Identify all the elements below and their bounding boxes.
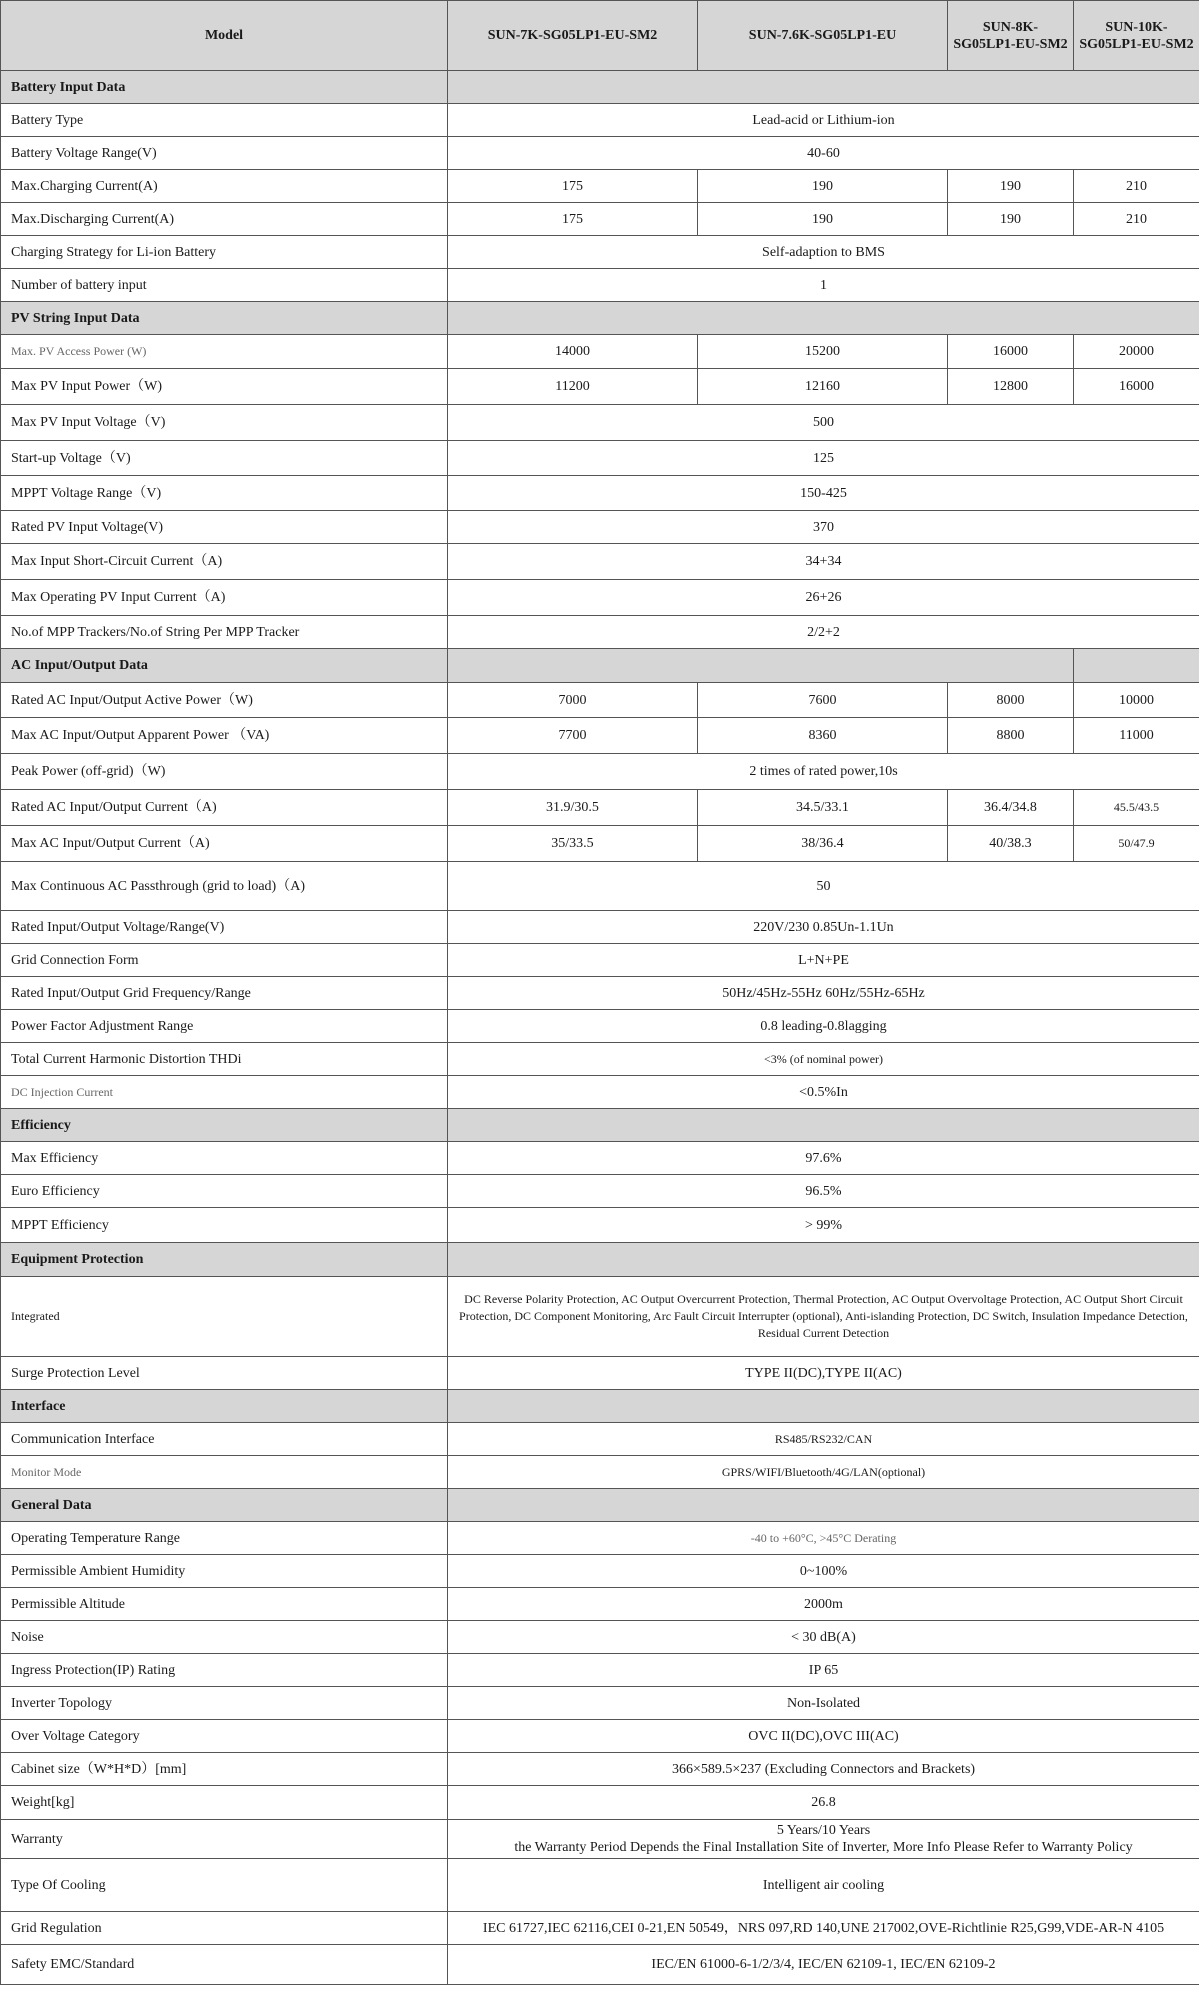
spec-row	[1, 1456, 1199, 1489]
spec-row	[1, 1820, 1199, 1859]
spec-label: MPPT Voltage Range（V)	[1, 476, 448, 511]
spec-value-model-2: 8360	[698, 718, 948, 754]
spec-label: Max PV Input Voltage（V)	[1, 405, 448, 441]
spec-value: <0.5%In	[448, 1076, 1199, 1109]
spec-value-model-3: 12800	[948, 369, 1074, 405]
spec-value: 1	[448, 269, 1199, 302]
spec-value: 97.6%	[448, 1142, 1199, 1175]
spec-value: 0.8 leading-0.8lagging	[448, 1010, 1199, 1043]
spec-value: 370	[448, 511, 1199, 544]
spec-row	[1, 1423, 1199, 1456]
spec-label: Power Factor Adjustment Range	[1, 1010, 448, 1043]
spec-row	[1, 369, 1199, 405]
spec-row	[1, 1010, 1199, 1043]
spec-label: Rated Input/Output Grid Frequency/Range	[1, 977, 448, 1010]
spec-value-model-3: 36.4/34.8	[948, 790, 1074, 826]
spec-value: IP 65	[448, 1654, 1199, 1687]
spec-row	[1, 911, 1199, 944]
spec-label: Type Of Cooling	[1, 1859, 448, 1912]
model-col-7-6k: SUN-7.6K-SG05LP1-EU	[698, 1, 948, 71]
spec-row	[1, 1753, 1199, 1786]
spec-value: GPRS/WIFI/Bluetooth/4G/LAN(optional)	[448, 1456, 1199, 1489]
spec-value-model-3: 190	[948, 170, 1074, 203]
spec-label: Battery Voltage Range(V)	[1, 137, 448, 170]
spec-value: 220V/230 0.85Un-1.1Un	[448, 911, 1199, 944]
spec-value-model-1: 11200	[448, 369, 698, 405]
spec-value-model-3: 40/38.3	[948, 826, 1074, 862]
spec-label: DC Injection Current	[1, 1076, 448, 1109]
spec-label: Charging Strategy for Li-ion Battery	[1, 236, 448, 269]
spec-row	[1, 104, 1199, 137]
spec-value-model-1: 7000	[448, 683, 698, 718]
spec-value: 34+34	[448, 544, 1199, 580]
spec-label: Safety EMC/Standard	[1, 1945, 448, 1985]
section-heading-efficiency: Efficiency	[1, 1109, 448, 1142]
section-fill	[448, 1243, 1199, 1277]
section-row	[1, 1489, 1199, 1522]
spec-label: Max. PV Access Power (W)	[1, 335, 448, 369]
spec-row	[1, 790, 1199, 826]
section-fill	[448, 71, 1199, 104]
spec-row	[1, 203, 1199, 236]
spec-row	[1, 476, 1199, 511]
section-row	[1, 71, 1199, 104]
spec-value-model-2: 12160	[698, 369, 948, 405]
section-row	[1, 302, 1199, 335]
spec-value-model-4: 45.5/43.5	[1074, 790, 1199, 826]
spec-row	[1, 1588, 1199, 1621]
spec-row	[1, 1522, 1199, 1555]
spec-label: Rated AC Input/Output Active Power（W)	[1, 683, 448, 718]
spec-value: L+N+PE	[448, 944, 1199, 977]
spec-value: IEC/EN 61000-6-1/2/3/4, IEC/EN 62109-1, IEC/EN 62109-2	[448, 1945, 1199, 1985]
spec-value-model-4: 10000	[1074, 683, 1199, 718]
spec-row	[1, 1208, 1199, 1243]
spec-row	[1, 1076, 1199, 1109]
spec-value-model-2: 34.5/33.1	[698, 790, 948, 826]
spec-value: TYPE II(DC),TYPE II(AC)	[448, 1357, 1199, 1390]
section-row	[1, 1109, 1199, 1142]
section-row	[1, 1243, 1199, 1277]
spec-value-model-4: 210	[1074, 203, 1199, 236]
spec-value: > 99%	[448, 1208, 1199, 1243]
spec-value: RS485/RS232/CAN	[448, 1423, 1199, 1456]
spec-label: Inverter Topology	[1, 1687, 448, 1720]
spec-value-model-4: 50/47.9	[1074, 826, 1199, 862]
spec-row	[1, 718, 1199, 754]
spec-label: Monitor Mode	[1, 1456, 448, 1489]
spec-value: 96.5%	[448, 1175, 1199, 1208]
section-fill	[448, 1390, 1199, 1423]
spec-value: 50Hz/45Hz-55Hz 60Hz/55Hz-65Hz	[448, 977, 1199, 1010]
section-heading-equipment-protection: Equipment Protection	[1, 1243, 448, 1277]
spec-value: Non-Isolated	[448, 1687, 1199, 1720]
spec-row	[1, 1357, 1199, 1390]
spec-value: 5 Years/10 Years the Warranty Period Depends the Final Installation Site of Inverter, More Info Please Refer to Warranty Policy	[448, 1820, 1199, 1859]
spec-row	[1, 511, 1199, 544]
spec-value-model-2: 190	[698, 203, 948, 236]
section-heading-pv-string-input-data: PV String Input Data	[1, 302, 448, 335]
spec-label: Number of battery input	[1, 269, 448, 302]
spec-label: MPPT Efficiency	[1, 1208, 448, 1243]
spec-label: Start-up Voltage（V)	[1, 441, 448, 476]
spec-label: Ingress Protection(IP) Rating	[1, 1654, 448, 1687]
spec-row	[1, 405, 1199, 441]
spec-value-model-1: 31.9/30.5	[448, 790, 698, 826]
spec-label: Max Efficiency	[1, 1142, 448, 1175]
section-fill	[448, 649, 1074, 683]
spec-value-model-3: 16000	[948, 335, 1074, 369]
spec-row	[1, 269, 1199, 302]
spec-label: Rated Input/Output Voltage/Range(V)	[1, 911, 448, 944]
spec-value-model-1: 175	[448, 170, 698, 203]
spec-value: DC Reverse Polarity Protection, AC Output Overcurrent Protection, Thermal Protection, AC Output Overvoltage Protection, AC Output Short Circuit Protection, DC Component Monitoring, Arc Fault Circuit Interrupter (optional), Anti-islanding Protection, DC Switch, Insulation Impedance Detection, Residual Current Detection	[448, 1277, 1199, 1357]
spec-row	[1, 137, 1199, 170]
spec-value: Self-adaption to BMS	[448, 236, 1199, 269]
spec-row	[1, 1043, 1199, 1076]
spec-label: Total Current Harmonic Distortion THDi	[1, 1043, 448, 1076]
spec-value-model-1: 175	[448, 203, 698, 236]
spec-value: Intelligent air cooling	[448, 1859, 1199, 1912]
spec-label: Over Voltage Category	[1, 1720, 448, 1753]
spec-row	[1, 544, 1199, 580]
spec-row	[1, 1786, 1199, 1820]
spec-row	[1, 1175, 1199, 1208]
spec-row	[1, 683, 1199, 718]
spec-value: < 30 dB(A)	[448, 1621, 1199, 1654]
spec-row	[1, 170, 1199, 203]
spec-value-model-1: 14000	[448, 335, 698, 369]
spec-label: Max PV Input Power（W)	[1, 369, 448, 405]
spec-value: 26+26	[448, 580, 1199, 616]
spec-row	[1, 1654, 1199, 1687]
spec-label: Communication Interface	[1, 1423, 448, 1456]
spec-row	[1, 1687, 1199, 1720]
spec-label: Peak Power (off-grid)（W)	[1, 754, 448, 790]
spec-row	[1, 1555, 1199, 1588]
spec-row	[1, 1859, 1199, 1912]
spec-value-model-3: 190	[948, 203, 1074, 236]
spec-label: Euro Efficiency	[1, 1175, 448, 1208]
spec-value: 40-60	[448, 137, 1199, 170]
spec-row	[1, 335, 1199, 369]
model-label: Model	[1, 1, 448, 71]
spec-value-model-4: 210	[1074, 170, 1199, 203]
spec-label: Weight[kg]	[1, 1786, 448, 1820]
spec-value: 50	[448, 862, 1199, 911]
spec-value-model-2: 15200	[698, 335, 948, 369]
spec-value-model-1: 7700	[448, 718, 698, 754]
spec-label: Max Continuous AC Passthrough (grid to load)（A)	[1, 862, 448, 911]
spec-row	[1, 1277, 1199, 1357]
spec-row	[1, 826, 1199, 862]
model-col-7k: SUN-7K-SG05LP1-EU-SM2	[448, 1, 698, 71]
spec-value: 2/2+2	[448, 616, 1199, 649]
spec-row	[1, 441, 1199, 476]
spec-value-model-3: 8800	[948, 718, 1074, 754]
spec-label: Grid Connection Form	[1, 944, 448, 977]
spec-row	[1, 944, 1199, 977]
spec-value: <3% (of nominal power)	[448, 1043, 1199, 1076]
spec-value-model-2: 38/36.4	[698, 826, 948, 862]
spec-value: 125	[448, 441, 1199, 476]
spec-label: Max.Discharging Current(A)	[1, 203, 448, 236]
spec-label: No.of MPP Trackers/No.of String Per MPP Tracker	[1, 616, 448, 649]
spec-row	[1, 580, 1199, 616]
spec-row	[1, 616, 1199, 649]
spec-label: Max Operating PV Input Current（A)	[1, 580, 448, 616]
spec-row	[1, 236, 1199, 269]
spec-label: Rated AC Input/Output Current（A)	[1, 790, 448, 826]
spec-row	[1, 1720, 1199, 1753]
spec-value: 500	[448, 405, 1199, 441]
spec-label: Surge Protection Level	[1, 1357, 448, 1390]
section-fill	[448, 302, 1199, 335]
spec-value: 2 times of rated power,10s	[448, 754, 1199, 790]
spec-value: Lead-acid or Lithium-ion	[448, 104, 1199, 137]
section-fill	[1074, 649, 1199, 683]
section-row	[1, 649, 1199, 683]
spec-label: Integrated	[1, 1277, 448, 1357]
spec-label: Max AC Input/Output Current（A)	[1, 826, 448, 862]
section-heading-battery-input-data: Battery Input Data	[1, 71, 448, 104]
spec-label: Max Input Short-Circuit Current（A)	[1, 544, 448, 580]
spec-value: 0~100%	[448, 1555, 1199, 1588]
spec-value: 366×589.5×237 (Excluding Connectors and Brackets)	[448, 1753, 1199, 1786]
spec-row	[1, 1621, 1199, 1654]
spec-value: 26.8	[448, 1786, 1199, 1820]
section-fill	[448, 1489, 1199, 1522]
spec-row	[1, 862, 1199, 911]
spec-label: Max.Charging Current(A)	[1, 170, 448, 203]
spec-row	[1, 1945, 1199, 1985]
spec-label: Operating Temperature Range	[1, 1522, 448, 1555]
spec-value: -40 to +60°C, >45°C Derating	[448, 1522, 1199, 1555]
spec-value-model-2: 7600	[698, 683, 948, 718]
model-col-8k: SUN-8K-SG05LP1-EU-SM2	[948, 1, 1074, 71]
spec-label: Permissible Altitude	[1, 1588, 448, 1621]
spec-value-model-4: 11000	[1074, 718, 1199, 754]
spec-value-model-4: 16000	[1074, 369, 1199, 405]
section-heading-interface: Interface	[1, 1390, 448, 1423]
spec-value-model-4: 20000	[1074, 335, 1199, 369]
spec-row	[1, 977, 1199, 1010]
spec-label: Noise	[1, 1621, 448, 1654]
spec-value: IEC 61727,IEC 62116,CEI 0-21,EN 50549，NRS 097,RD 140,UNE 217002,OVE-Richtlinie R25,G99,VDE-AR-N 4105	[448, 1912, 1199, 1945]
spec-value-model-2: 190	[698, 170, 948, 203]
spec-label: Rated PV Input Voltage(V)	[1, 511, 448, 544]
spec-body	[1, 71, 1199, 1985]
spec-row	[1, 754, 1199, 790]
spec-value: 150-425	[448, 476, 1199, 511]
spec-value: 2000m	[448, 1588, 1199, 1621]
spec-label: Grid Regulation	[1, 1912, 448, 1945]
spec-label: Max AC Input/Output Apparent Power （VA)	[1, 718, 448, 754]
header-row	[1, 1, 1199, 71]
section-heading-ac-input-output-data: AC Input/Output Data	[1, 649, 448, 683]
spec-label: Cabinet size（W*H*D）[mm]	[1, 1753, 448, 1786]
spec-row	[1, 1142, 1199, 1175]
spec-label: Permissible Ambient Humidity	[1, 1555, 448, 1588]
section-heading-general-data: General Data	[1, 1489, 448, 1522]
section-fill	[448, 1109, 1199, 1142]
model-col-10k: SUN-10K-SG05LP1-EU-SM2	[1074, 1, 1199, 71]
section-row	[1, 1390, 1199, 1423]
spec-value: OVC II(DC),OVC III(AC)	[448, 1720, 1199, 1753]
spec-label: Warranty	[1, 1820, 448, 1859]
spec-value-model-3: 8000	[948, 683, 1074, 718]
spec-row	[1, 1912, 1199, 1945]
spec-value-model-1: 35/33.5	[448, 826, 698, 862]
spec-label: Battery Type	[1, 104, 448, 137]
